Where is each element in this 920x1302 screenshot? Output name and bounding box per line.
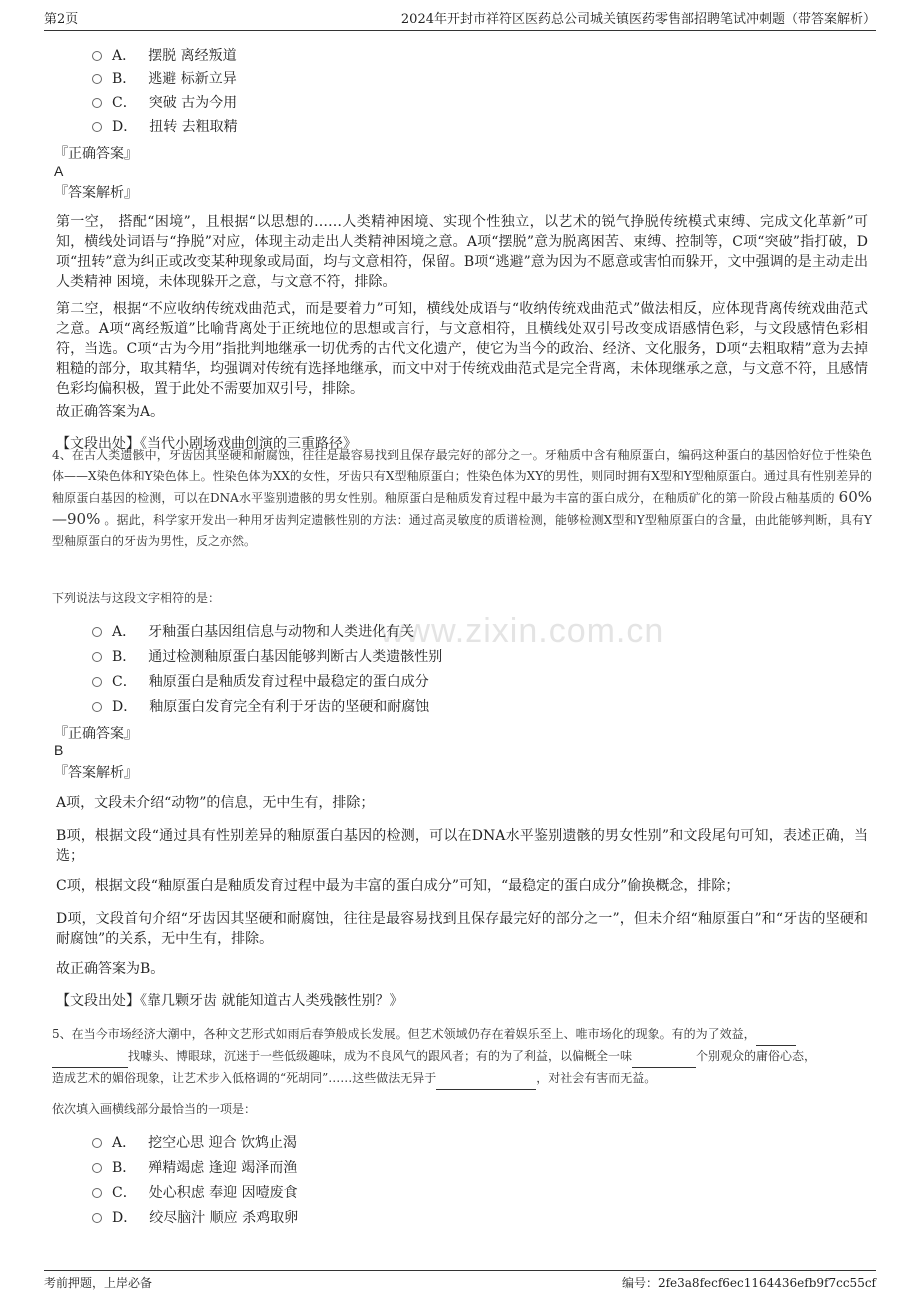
- q3-option-a[interactable]: A． 摆脱 离经叛道: [92, 45, 237, 65]
- q4-option-c[interactable]: C． 釉原蛋白是釉质发育过程中最稳定的蛋白成分: [92, 671, 429, 691]
- q4-conclusion: 故正确答案为B。: [56, 961, 165, 977]
- q3-answer: A: [54, 163, 64, 179]
- blank-1b: [52, 1046, 128, 1068]
- blank-3: [436, 1068, 536, 1090]
- q4-option-b[interactable]: B． 通过检测釉原蛋白基因能够判断古人类遗骸性别: [92, 646, 442, 666]
- q3-analysis-paragraph: 第一空， 搭配“困境”，且根据“以思想的……人类精神困境、实现个性独立，以艺术的锐气挣脱传统模式束缚、完成文化革新”可知，横线处词语与“挣脱”对应，体现主动走出人类精神困境之意。A项“摆脱”意为脱离困苦、束缚、控制等，C项“突破”指打破，D项“扭转”意为纠正或改变某种现象或局面，均与文意相符，保留。B项“逃避”意为因为不愿意或害怕而躲开，文中强调的是主动走出 人类精神 困境，未体现躲开之意，与文意不符，排除。: [56, 214, 868, 290]
- q5-passage: 5、在当今市场经济大潮中，各种文艺形式如雨后春笋般成长发展。但艺术领域仍存在着娱乐至上、唯市场化的现象。有的为了效益， 找噱头、博眼球，沉迷于一些低级趣味，成为不良风气的跟风者；有的为了利益，以偏概全一味 个别观众的庸俗心态， 造成艺术的媚俗现象，让艺术步入低格调的“死胡同”……这些做法无异于 ，对社会有害而无益。: [52, 1024, 872, 1090]
- q4-analysis-label: 『答案解析』: [54, 765, 138, 781]
- q4-option-d[interactable]: D． 釉原蛋白发育完全有利于牙齿的坚硬和耐腐蚀: [92, 696, 429, 716]
- q4-analysis-a: A项，文段未介绍“动物”的信息，无中生有，排除；: [56, 795, 375, 811]
- q3-source: 【文段出处】《当代小剧场戏曲创演的三重路径》: [56, 436, 357, 452]
- radio-icon[interactable]: [92, 98, 102, 108]
- radio-icon[interactable]: [92, 122, 102, 132]
- q4-option-a[interactable]: A． 牙釉蛋白基因组信息与动物和人类进化有关: [92, 621, 414, 641]
- radio-icon[interactable]: [92, 1188, 102, 1198]
- q5-option-d[interactable]: D． 绞尽脑汁 顺应 杀鸡取卵: [92, 1207, 298, 1227]
- q3-analysis-paragraph: 第二空，根据“不应收纳传统戏曲范式，而是要着力”可知，横线处成语与“收纳传统戏曲范式”做法相反，应体现背离传统戏曲范式之意。A项“离经叛道”比喻背离处于正统地位的思想或言行，与文意相符，且横线处双引号改变成语感情色彩，与文段感情色彩相符，当选。C项“古为今用”指批判地继承一切优秀的古代文化遗产，使它为当今的政治、经济、文化服务，D项“去粗取精”意为去掉粗糙的部分，取其精华，均强调对传统有选择地继承，而文中对于传统戏曲范式是完全背离，未体现继承之意，与文意不符，且感情色彩均偏积极，置于此处不需要加双引号，排除。: [56, 301, 868, 397]
- radio-icon[interactable]: [92, 74, 102, 84]
- q5-option-c[interactable]: C． 处心积虑 奉迎 因噎废食: [92, 1182, 298, 1202]
- footer-slogan: 考前押题，上岸必备: [44, 1276, 153, 1290]
- page-footer: [44, 1270, 876, 1291]
- q4-passage-text: 4、在古人类遗骸中，牙齿因其坚硬和耐腐蚀，往往是最容易找到且保存最完好的部分之一。牙釉质中含有釉原蛋白，编码这种蛋白的基因恰好位于性染色体——X染色体和Y染色体上。性染色体为XX的女性，牙齿只有X型釉原蛋白；性染色体为XY的男性，则同时拥有X型和Y型釉原蛋白。通过具有性别差异的釉原蛋白基因的检测，可以在DNA水平鉴别遗骸的男女性别。釉原蛋白是釉质发育过程中最为丰富的蛋白成分，在釉质矿化的第一阶段占釉基质的 60%—90% 。据此，科学家开发出一种用牙齿判定遗骸性别的方法：通过高灵敏度的质谱检测，能够检测X型和Y型釉原蛋白的含量，由此能够判断，具有Y型釉原蛋白的牙齿为男性，反之亦然。: [52, 448, 872, 548]
- page-header: [44, 10, 876, 31]
- radio-icon[interactable]: [92, 652, 102, 662]
- q4-answer: B: [54, 742, 64, 758]
- q3-answer-label: 『正确答案』: [54, 146, 138, 162]
- q4-analysis-b: B项，根据文段“通过具有性别差异的釉原蛋白基因的检测，可以在DNA水平鉴别遗骸的男女性别”和文段尾句可知，表述正确，当选；: [56, 828, 868, 864]
- page-number: 第2页: [44, 12, 79, 27]
- radio-icon[interactable]: [92, 627, 102, 637]
- q4-stem: 下列说法与这段文字相符的是：: [52, 591, 221, 605]
- percent-range: 60%—90%: [52, 488, 872, 528]
- q3-conclusion: 故正确答案为A。: [56, 404, 165, 420]
- q4-analysis-c: C项，根据文段“釉原蛋白是釉质发育过程中最为丰富的蛋白成分”可知，“最稳定的蛋白成分”偷换概念，排除；: [56, 878, 740, 894]
- watermark: www.zixin.com.cn: [380, 612, 665, 650]
- q4-answer-label: 『正确答案』: [54, 726, 138, 742]
- radio-icon[interactable]: [92, 1138, 102, 1148]
- blank-1a: [756, 1024, 796, 1046]
- radio-icon[interactable]: [92, 1213, 102, 1223]
- q3-option-b[interactable]: B． 逃避 标新立异: [92, 68, 237, 88]
- document-id: 编号：2fe3a8fecf6ec1164436efb9f7cc55cf: [621, 1276, 876, 1290]
- blank-2: [632, 1046, 696, 1068]
- q4-analysis-d: D项，文段首句介绍“牙齿因其坚硬和耐腐蚀，往往是最容易找到且保存最完好的部分之一”，但未介绍“釉原蛋白”和“牙齿的坚硬和耐腐蚀”的关系，无中生有，排除。: [56, 911, 868, 947]
- q3-option-d[interactable]: D． 扭转 去粗取精: [92, 116, 238, 136]
- q5-option-a[interactable]: A． 挖空心思 迎合 饮鸩止渴: [92, 1132, 297, 1152]
- q5-stem: 依次填入画横线部分最恰当的一项是：: [52, 1102, 257, 1116]
- radio-icon[interactable]: [92, 702, 102, 712]
- q3-analysis-label: 『答案解析』: [54, 185, 138, 201]
- document-title: 2024年开封市祥符区医药总公司城关镇医药零售部招聘笔试冲刺题（带答案解析）: [400, 12, 876, 27]
- radio-icon[interactable]: [92, 1163, 102, 1173]
- q5-option-b[interactable]: B． 殚精竭虑 逢迎 竭泽而渔: [92, 1157, 297, 1177]
- radio-icon[interactable]: [92, 677, 102, 687]
- radio-icon[interactable]: [92, 51, 102, 61]
- q3-option-c[interactable]: C． 突破 古为今用: [92, 92, 237, 112]
- q4-source: 【文段出处】《靠几颗牙齿 就能知道古人类残骸性别？》: [56, 993, 404, 1009]
